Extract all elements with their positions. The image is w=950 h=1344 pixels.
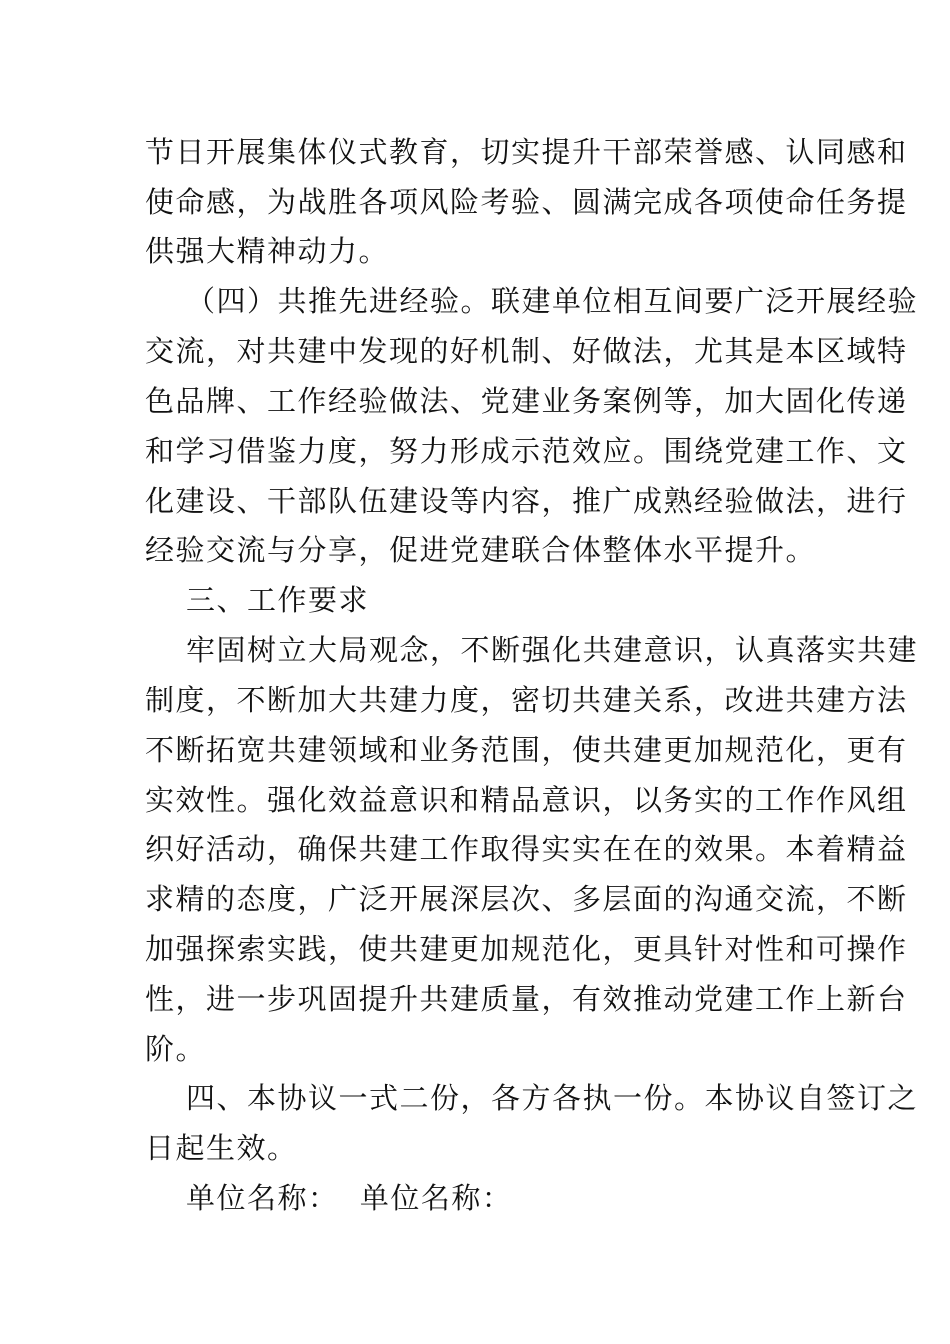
text-line: 交流，对共建中发现的好机制、好做法，尤其是本区域特 — [145, 334, 908, 368]
section-title: 三、工作要求 — [186, 583, 370, 617]
text-line: 加强探索实践，使共建更加规范化，更具针对性和可操作 — [145, 932, 908, 966]
section-heading-line: （四）共推先进经验。联建单位相互间要广泛开展经验 — [186, 284, 919, 318]
text-line: 牢固树立大局观念，不断强化共建意识，认真落实共建 — [186, 633, 919, 667]
text-line: 求精的态度，广泛开展深层次、多层面的沟通交流，不断 — [145, 882, 908, 916]
signature-labels: 单位名称： 单位名称： — [186, 1181, 513, 1215]
text-line: 不断拓宽共建领域和业务范围，使共建更加规范化，更有 — [145, 733, 908, 767]
text-line: 节日开展集体仪式教育，切实提升干部荣誉感、认同感和 — [145, 135, 908, 169]
text-line: 织好活动，确保共建工作取得实实在在的效果。本着精益 — [145, 832, 908, 866]
text-line: 制度，不断加大共建力度，密切共建关系，改进共建方法 — [145, 683, 908, 717]
text-line: 经验交流与分享，促进党建联合体整体水平提升。 — [145, 533, 817, 567]
text-line: 和学习借鉴力度，努力形成示范效应。围绕党建工作、文 — [145, 434, 908, 468]
text-line: 实效性。强化效益意识和精品意识，以务实的工作作风组 — [145, 783, 908, 817]
clause-line: 四、本协议一式二份，各方各执一份。本协议自签订之 — [186, 1081, 919, 1115]
text-line: 阶。 — [145, 1032, 207, 1066]
text-line: 化建设、干部队伍建设等内容，推广成熟经验做法，进行 — [145, 484, 908, 518]
text-line: 色品牌、工作经验做法、党建业务案例等，加大固化传递 — [145, 384, 908, 418]
text-line: 日起生效。 — [145, 1131, 298, 1165]
text-line: 供强大精神动力。 — [145, 234, 390, 268]
text-line: 使命感，为战胜各项风险考验、圆满完成各项使命任务提 — [145, 185, 908, 219]
text-line: 性，进一步巩固提升共建质量，有效推动党建工作上新台 — [145, 982, 908, 1016]
